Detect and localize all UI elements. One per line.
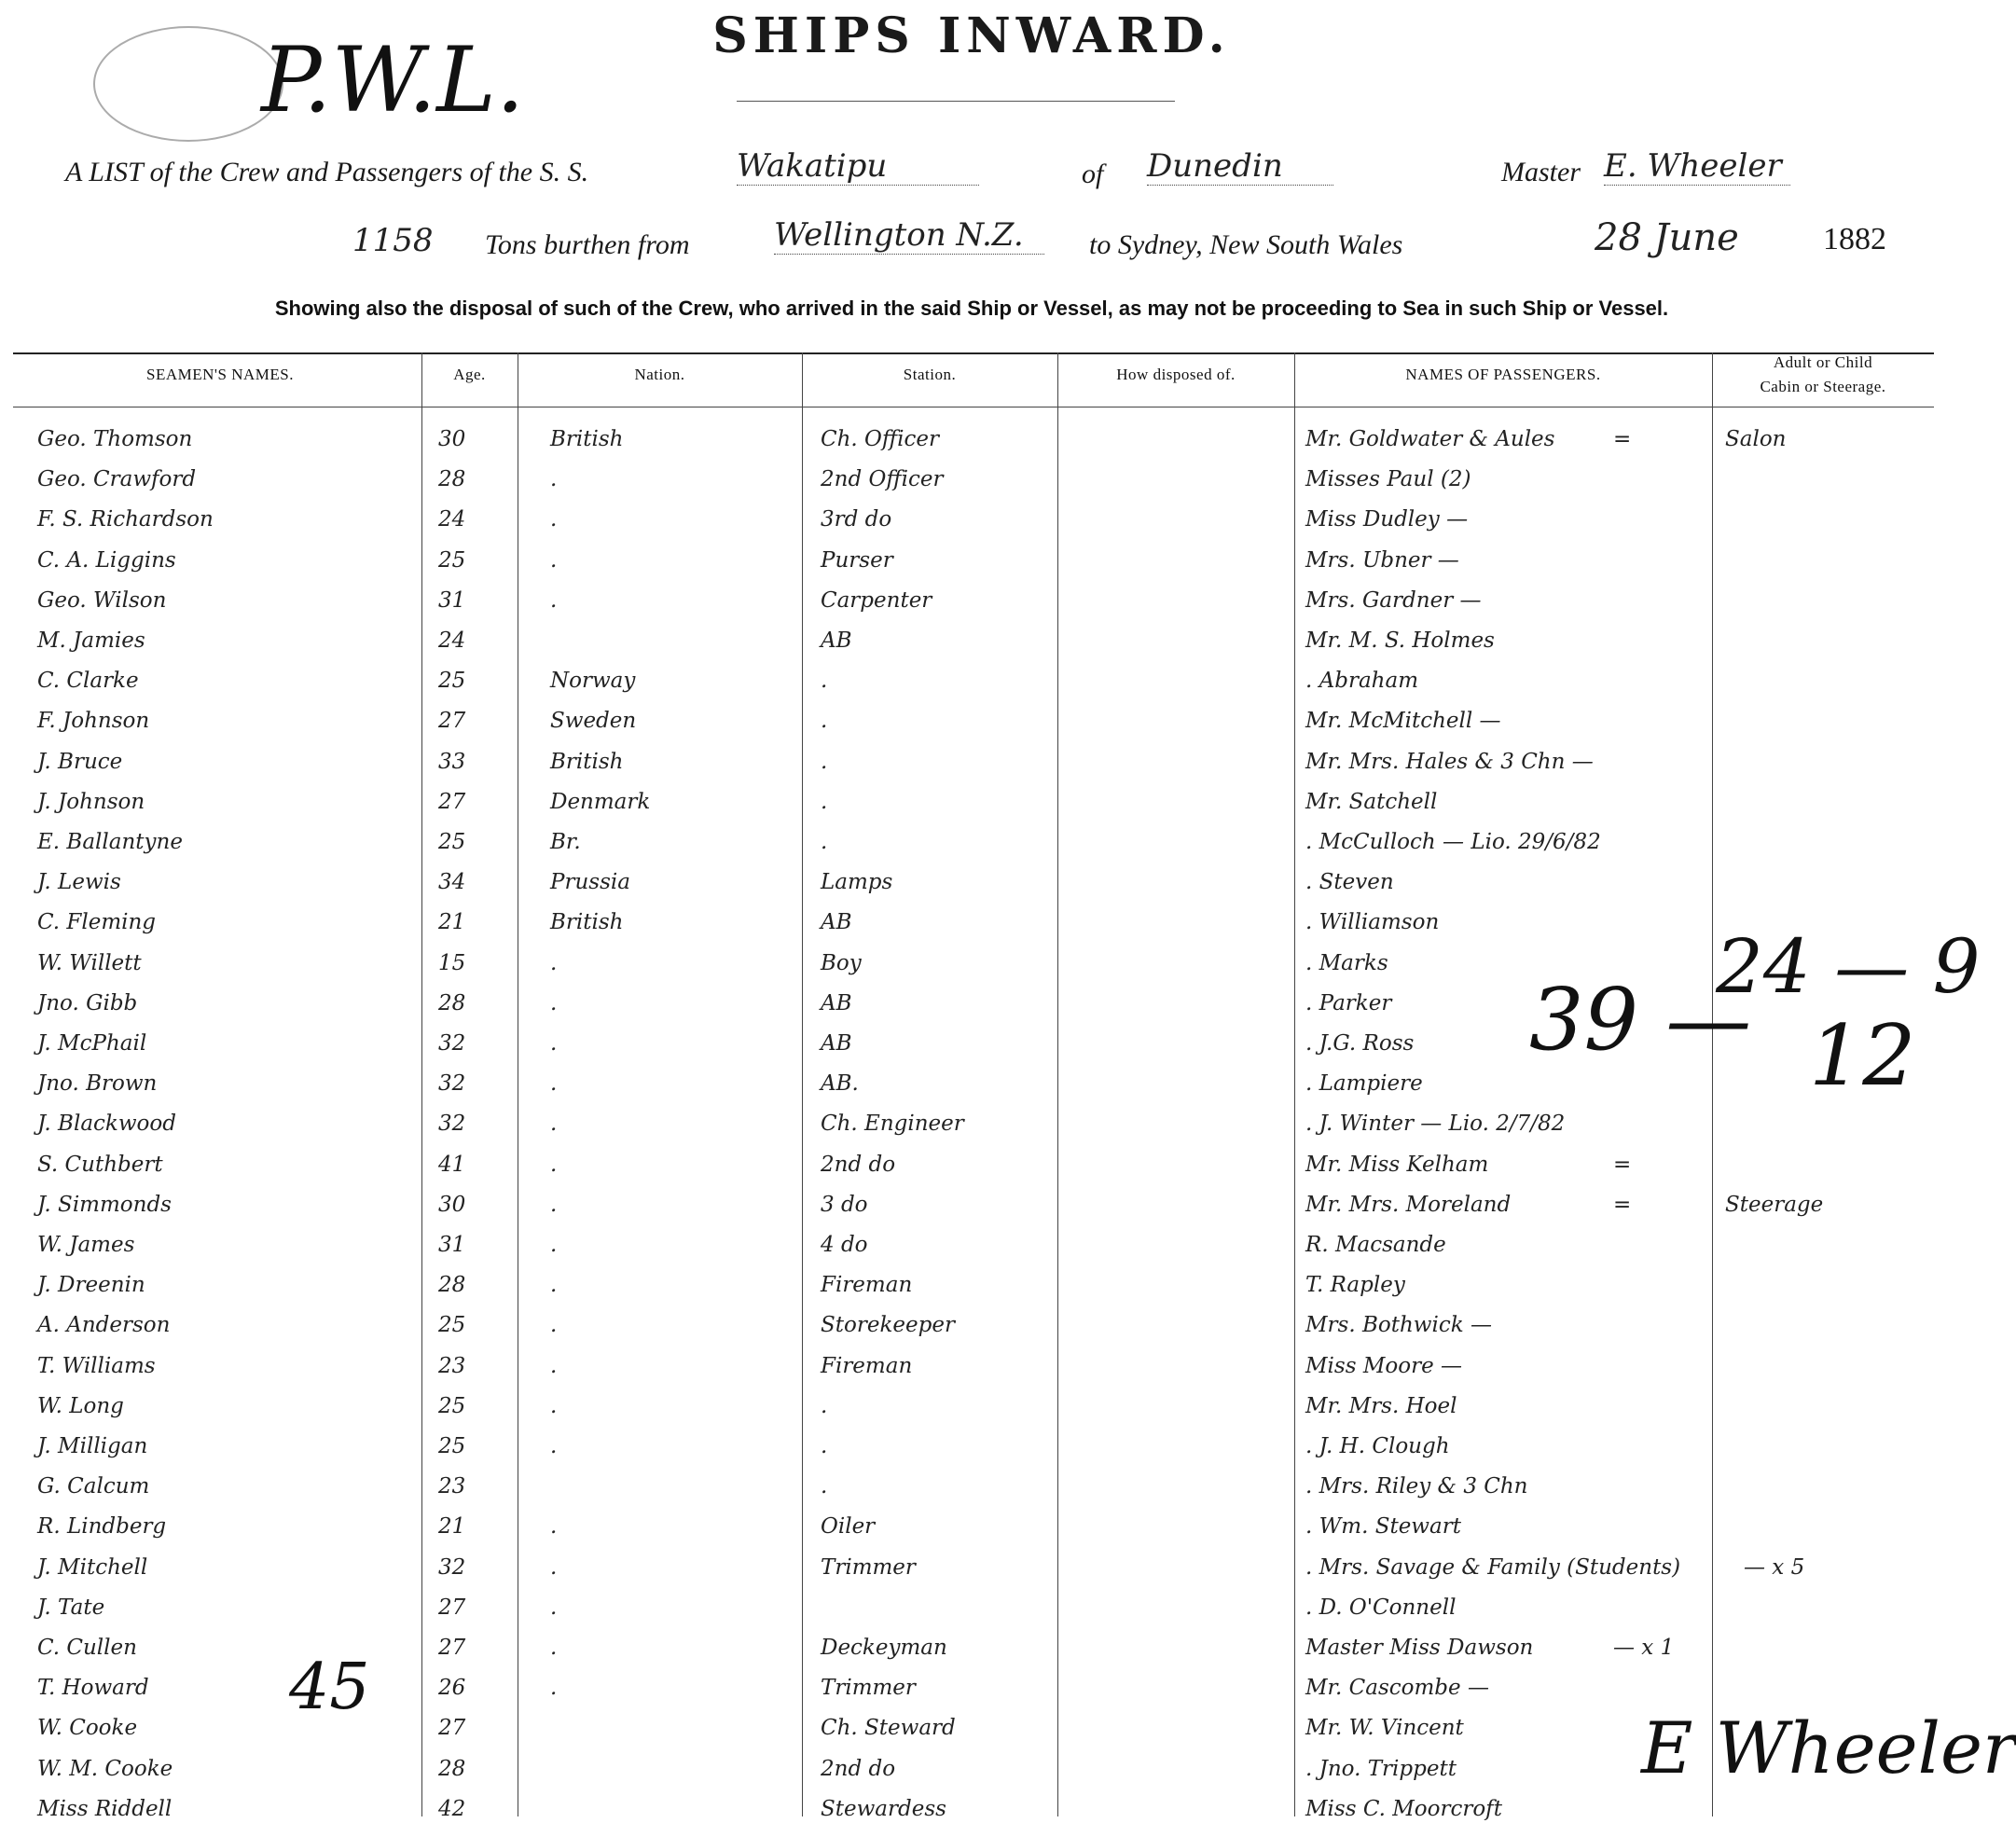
seaman-name: J. Bruce: [37, 749, 123, 774]
header-nation: Nation.: [634, 366, 685, 383]
title-underline: [737, 101, 1175, 102]
table-top-rule: [13, 352, 1934, 354]
seaman-nation: British: [550, 749, 624, 774]
table-row: [0, 1313, 1943, 1353]
passenger-name: Miss Moore —: [1305, 1353, 1462, 1378]
seaman-age: 25: [438, 1434, 466, 1458]
seaman-age: 30: [438, 1192, 466, 1217]
seaman-station: .: [821, 830, 828, 854]
arrival-date: 28 June: [1595, 216, 1739, 259]
seaman-name: C. Cullen: [37, 1636, 137, 1660]
passenger-name: . Parker: [1305, 990, 1392, 1015]
seaman-nation: .: [550, 1636, 558, 1660]
seaman-name: C. Fleming: [37, 910, 157, 935]
crew-total: 45: [289, 1651, 370, 1724]
passenger-name: . Jno. Trippett: [1305, 1756, 1457, 1781]
seaman-nation: .: [550, 1434, 558, 1458]
count-cabin: 24 — 9: [1716, 923, 1981, 1010]
seaman-station: Deckeyman: [821, 1636, 947, 1660]
seaman-age: 27: [438, 1716, 466, 1741]
passenger-name: . D. O'Connell: [1305, 1595, 1457, 1620]
seaman-nation: .: [550, 1192, 558, 1217]
seaman-station: .: [821, 669, 828, 694]
disposal-notice: Showing also the disposal of such of the Crew, who arrived in the said Ship or Vessel, as may not be proceeding to Sea in such Ship or Vessel.: [274, 297, 1669, 320]
seaman-station: Trimmer: [821, 1554, 916, 1580]
seaman-station: Oiler: [821, 1514, 876, 1540]
seaman-age: 28: [438, 1273, 466, 1298]
passenger-name: Mr. W. Vincent: [1305, 1716, 1464, 1741]
seaman-station: Lamps: [821, 870, 893, 895]
seaman-station: .: [821, 1393, 828, 1418]
seaman-station: AB.: [821, 1071, 859, 1097]
table-row: [0, 870, 1943, 910]
passenger-mark: — x 1: [1613, 1636, 1675, 1660]
tons-label: Tons burthen from: [485, 229, 690, 260]
passenger-name: . Wm. Stewart: [1305, 1514, 1461, 1540]
passenger-name: . Williamson: [1305, 910, 1440, 935]
seaman-station: Storekeeper: [821, 1313, 955, 1338]
master-label: Master: [1501, 157, 1581, 187]
seaman-nation: Denmark: [550, 789, 651, 814]
passenger-name: Mrs. Ubner —: [1305, 547, 1459, 573]
table-row: [0, 628, 1943, 669]
seaman-station: Ch. Engineer: [821, 1112, 964, 1137]
seaman-nation: Br.: [550, 830, 581, 854]
passenger-name: . J. H. Clough: [1305, 1434, 1450, 1458]
table-row: [0, 1434, 1943, 1474]
table-row: [0, 1193, 1943, 1233]
passenger-name: . Lampiere: [1305, 1071, 1423, 1097]
seaman-age: 28: [438, 990, 466, 1015]
seaman-name: Jno. Brown: [37, 1071, 158, 1097]
seaman-station: 2nd do: [821, 1756, 896, 1781]
seaman-station: 3rd do: [821, 507, 892, 532]
seaman-name: E. Ballantyne: [37, 830, 183, 854]
seaman-station: .: [821, 789, 828, 814]
seaman-age: 27: [438, 789, 466, 814]
table-row: [0, 830, 1943, 870]
seaman-name: J. Mitchell: [37, 1554, 148, 1580]
passenger-name: T. Rapley: [1305, 1273, 1405, 1298]
passenger-name: . McCulloch — Lio. 29/6/82: [1305, 830, 1601, 854]
seaman-name: J. Tate: [37, 1595, 105, 1620]
header-station: Station.: [903, 366, 957, 383]
tonnage: 1158: [352, 222, 434, 259]
seaman-nation: Sweden: [550, 709, 637, 734]
passenger-mark: =: [1613, 427, 1632, 451]
seaman-age: 24: [438, 507, 466, 532]
seaman-nation: .: [550, 1071, 558, 1097]
seaman-station: Boy: [821, 950, 862, 975]
passenger-name: Mr. Cascombe —: [1305, 1676, 1489, 1701]
page-title: SHIPS INWARD.: [712, 7, 1231, 64]
seaman-nation: .: [550, 1273, 558, 1298]
seaman-station: Trimmer: [821, 1676, 916, 1701]
seaman-age: 32: [438, 1031, 466, 1056]
table-row: [0, 790, 1943, 830]
seaman-age: 24: [438, 628, 466, 653]
passenger-name: Mrs. Gardner —: [1305, 587, 1482, 613]
header-how-disposed: How disposed of.: [1116, 366, 1236, 383]
list-prefix: A LIST of the Crew and Passengers of the S. S.: [65, 157, 589, 187]
seaman-age: 32: [438, 1112, 466, 1137]
seaman-nation: .: [550, 1152, 558, 1177]
seaman-nation: .: [550, 950, 558, 975]
seaman-age: 32: [438, 1071, 466, 1097]
seaman-name: Geo. Thomson: [37, 427, 193, 451]
seaman-age: 34: [438, 870, 466, 895]
seaman-nation: .: [550, 1031, 558, 1056]
seaman-station: Fireman: [821, 1273, 913, 1298]
header-passenger-names: NAMES OF PASSENGERS.: [1405, 366, 1601, 383]
table-row: [0, 910, 1943, 950]
seaman-age: 25: [438, 830, 466, 854]
seaman-age: 15: [438, 950, 466, 975]
seaman-nation: British: [550, 910, 624, 935]
seaman-station: .: [821, 1434, 828, 1458]
table-row: [0, 507, 1943, 547]
passenger-name: Mr. Mrs. Hales & 3 Chn —: [1305, 749, 1594, 774]
seaman-age: 41: [438, 1152, 466, 1177]
seaman-station: 3 do: [821, 1192, 868, 1217]
seaman-name: W. Willett: [37, 950, 142, 975]
passenger-name: Mr. M. S. Holmes: [1305, 628, 1495, 653]
seaman-station: Ch. Steward: [821, 1716, 956, 1741]
seaman-station: AB: [821, 910, 852, 935]
seaman-nation: .: [550, 1353, 558, 1378]
header-seamens-names: SEAMEN'S NAMES.: [146, 366, 294, 383]
seaman-age: 30: [438, 427, 466, 451]
seaman-nation: Prussia: [550, 870, 630, 895]
seaman-name: Miss Riddell: [37, 1796, 173, 1821]
seaman-age: 23: [438, 1353, 466, 1378]
table-row: [0, 548, 1943, 588]
seaman-name: J. Simmonds: [37, 1192, 172, 1217]
seaman-nation: .: [550, 507, 558, 532]
seaman-station: Carpenter: [821, 587, 932, 613]
table-row: [0, 1354, 1943, 1394]
header-age: Age.: [453, 366, 486, 383]
seaman-name: W. Cooke: [37, 1716, 138, 1741]
master-name: E. Wheeler: [1604, 147, 1790, 186]
passenger-mark: — x 5: [1744, 1554, 1805, 1580]
table-row: [0, 1273, 1943, 1313]
port-of-registry: Dunedin: [1147, 147, 1333, 186]
table-row: [0, 1071, 1943, 1112]
seaman-nation: .: [550, 587, 558, 613]
from-port: Wellington N.Z.: [774, 216, 1044, 255]
table-row: [0, 1233, 1943, 1273]
seaman-age: 28: [438, 1756, 466, 1781]
seaman-station: AB: [821, 1031, 852, 1056]
seaman-age: 27: [438, 709, 466, 734]
seaman-station: .: [821, 709, 828, 734]
seaman-nation: .: [550, 1233, 558, 1257]
table-row: [0, 588, 1943, 628]
seaman-name: M. Jamies: [37, 628, 145, 653]
seaman-name: W. James: [37, 1233, 135, 1257]
seaman-age: 26: [438, 1676, 466, 1701]
seaman-station: Stewardess: [821, 1796, 946, 1821]
seaman-name: R. Lindberg: [37, 1514, 167, 1540]
header-class-line1: Adult or Child: [1773, 353, 1873, 371]
table-row: [0, 750, 1943, 790]
seaman-nation: .: [550, 990, 558, 1015]
passenger-name: . J.G. Ross: [1305, 1031, 1415, 1056]
table-row: [0, 1153, 1943, 1193]
seaman-nation: .: [550, 547, 558, 573]
seaman-name: G. Calcum: [37, 1474, 150, 1499]
seaman-nation: .: [550, 1514, 558, 1540]
table-row: [0, 1394, 1943, 1434]
passenger-name: Mr. Mrs. Moreland: [1305, 1192, 1512, 1217]
passenger-name: . Steven: [1305, 870, 1394, 895]
seaman-name: F. Johnson: [37, 709, 150, 734]
seaman-age: 25: [438, 1313, 466, 1338]
table-row: [0, 669, 1943, 709]
seaman-age: 21: [438, 910, 466, 935]
seaman-age: 25: [438, 1393, 466, 1418]
seaman-name: A. Anderson: [37, 1313, 171, 1338]
seaman-age: 21: [438, 1514, 466, 1540]
seaman-name: S. Cuthbert: [37, 1152, 163, 1177]
seaman-name: F. S. Richardson: [37, 507, 214, 532]
seaman-station: AB: [821, 628, 852, 653]
seaman-name: J. Lewis: [37, 870, 121, 895]
seaman-age: 33: [438, 749, 466, 774]
table-row: [0, 1595, 1943, 1636]
seaman-name: C. A. Liggins: [37, 547, 176, 573]
seaman-nation: .: [550, 467, 558, 492]
seaman-nation: .: [550, 1112, 558, 1137]
seaman-age: 42: [438, 1796, 466, 1821]
seaman-age: 31: [438, 1233, 466, 1257]
seaman-age: 27: [438, 1636, 466, 1660]
seaman-name: Geo. Crawford: [37, 467, 197, 492]
count-total: 39 —: [1529, 970, 1752, 1070]
table-row: [0, 1555, 1943, 1595]
seaman-name: C. Clarke: [37, 669, 139, 694]
ship-name: Wakatipu: [737, 147, 979, 186]
passenger-name: Miss Dudley —: [1305, 507, 1469, 532]
to-destination: to Sydney, New South Wales: [1089, 229, 1403, 260]
seaman-station: AB: [821, 990, 852, 1015]
passenger-name: . Mrs. Riley & 3 Chn: [1305, 1474, 1528, 1499]
passenger-name: Mr. Goldwater & Aules: [1305, 427, 1555, 451]
passenger-name: . Marks: [1305, 950, 1388, 975]
passenger-name: . Abraham: [1305, 669, 1418, 694]
seaman-nation: .: [550, 1676, 558, 1701]
seaman-station: Ch. Officer: [821, 427, 940, 451]
seaman-name: T. Williams: [37, 1353, 156, 1378]
passenger-mark: =: [1613, 1152, 1632, 1177]
passenger-class: Salon: [1725, 427, 1787, 451]
passenger-name: Mr. Mrs. Hoel: [1305, 1393, 1457, 1418]
seaman-nation: .: [550, 1595, 558, 1620]
passenger-name: Miss C. Moorcroft: [1305, 1796, 1502, 1821]
seaman-station: .: [821, 1474, 828, 1499]
table-row: [0, 467, 1943, 507]
passenger-name: Mrs. Bothwick —: [1305, 1313, 1492, 1338]
seaman-station: 4 do: [821, 1233, 868, 1257]
seaman-name: J. Johnson: [37, 789, 145, 814]
seaman-name: J. Dreenin: [37, 1273, 145, 1298]
seaman-station: .: [821, 749, 828, 774]
master-signature: E Wheeler: [1641, 1706, 2016, 1789]
seaman-name: T. Howard: [37, 1676, 149, 1701]
seaman-age: 27: [438, 1595, 466, 1620]
seaman-age: 28: [438, 467, 466, 492]
seaman-age: 25: [438, 669, 466, 694]
seaman-name: W. M. Cooke: [37, 1756, 173, 1781]
header-class-line2: Cabin or Steerage.: [1760, 378, 1886, 395]
passenger-name: Mr. Satchell: [1305, 789, 1438, 814]
passenger-name: . Mrs. Savage & Family (Students): [1305, 1554, 1681, 1580]
passenger-name: Misses Paul (2): [1305, 467, 1471, 492]
seaman-station: 2nd Officer: [821, 467, 944, 492]
passenger-class: Steerage: [1725, 1192, 1824, 1217]
seaman-name: W. Long: [37, 1393, 124, 1418]
seaman-nation: .: [550, 1393, 558, 1418]
table-row: [0, 1797, 1943, 1837]
seaman-age: 23: [438, 1474, 466, 1499]
seaman-station: Purser: [821, 547, 893, 573]
table-row: [0, 1474, 1943, 1514]
count-steerage: 12: [1809, 1007, 1916, 1105]
table-row: [0, 1112, 1943, 1152]
seaman-nation: .: [550, 1313, 558, 1338]
seaman-name: Jno. Gibb: [37, 990, 138, 1015]
table-row: [0, 1514, 1943, 1554]
passenger-name: . J. Winter — Lio. 2/7/82: [1305, 1112, 1566, 1137]
seaman-station: Fireman: [821, 1353, 913, 1378]
seaman-name: J. McPhail: [37, 1031, 147, 1056]
seaman-nation: .: [550, 1554, 558, 1580]
header-class: [1712, 351, 1934, 399]
of-label: of: [1082, 159, 1104, 189]
passenger-name: R. Macsande: [1305, 1233, 1446, 1257]
passenger-name: Master Miss Dawson: [1305, 1636, 1534, 1660]
seaman-name: J. Blackwood: [37, 1112, 176, 1137]
arrival-year: 1882: [1823, 222, 1886, 256]
seaman-name: Geo. Wilson: [37, 587, 167, 613]
seaman-station: 2nd do: [821, 1152, 896, 1177]
seaman-age: 25: [438, 547, 466, 573]
passenger-name: Mr. McMitchell —: [1305, 709, 1501, 734]
seaman-name: J. Milligan: [37, 1434, 148, 1458]
seaman-age: 31: [438, 587, 466, 613]
passenger-mark: =: [1613, 1192, 1632, 1217]
seaman-nation: British: [550, 427, 624, 451]
seaman-age: 32: [438, 1554, 466, 1580]
seaman-nation: Norway: [550, 669, 636, 694]
table-row: [0, 427, 1943, 467]
top-signature: P.W.L.: [261, 28, 525, 132]
table-row: [0, 709, 1943, 749]
passenger-name: Mr. Miss Kelham: [1305, 1152, 1489, 1177]
